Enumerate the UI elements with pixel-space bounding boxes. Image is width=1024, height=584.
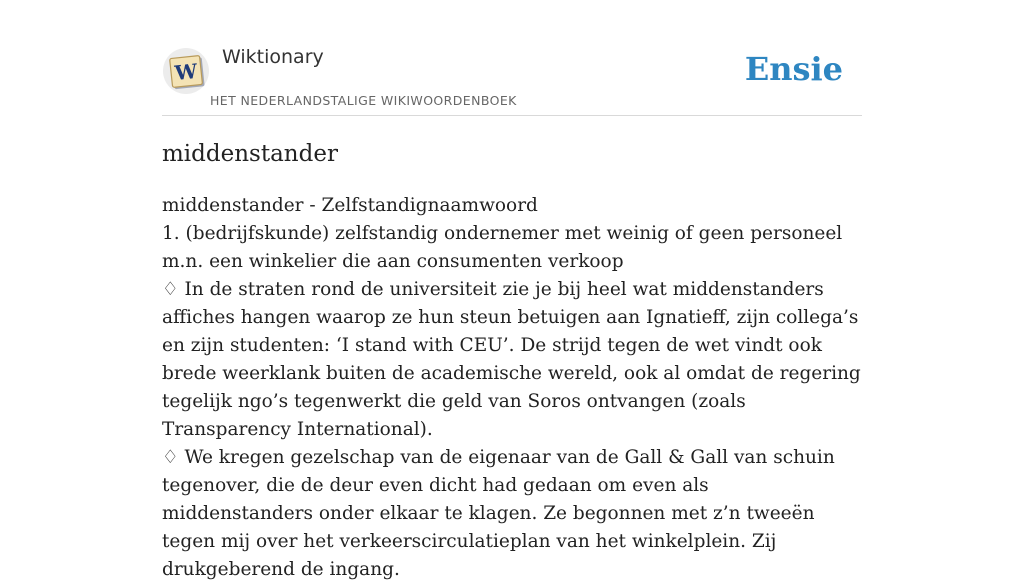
site-subtitle: HET NEDERLANDSTALIGE WIKIWOORDENBOEK (210, 93, 517, 108)
entry-heading: middenstander - Zelfstandignaamwoord (162, 195, 538, 216)
entry-body (162, 192, 862, 584)
example-sentence: ♢ We kregen gezelschap van de eigenaar van de Gall & Gall van schuin tegenover, die de deur even dicht had gedaan om even als middenstanders onder elkaar te klagen. Ze begonnen met z’n tweeën tegen mij over het verkeerscirculatieplan van het winkelplein. Zij drukgeberend de ingang. (162, 447, 835, 580)
page-title: middenstander (162, 141, 338, 167)
site-header (162, 0, 862, 116)
logo-letter: W (173, 58, 199, 86)
example-sentence: ♢ In de straten rond de universiteit zie je bij heel wat middenstanders affiches hangen waarop ze hun steun betuigen aan Ignatieff, zijn collega’s en zijn studenten: ‘I stand with CEU’. De strijd tegen de wet vindt ook brede weerklank buiten de academische wereld, ook al omdat de regering tegelijk ngo’s tegenwerkt die geld van Soros ontvangen (zoals Transparency International). (162, 279, 861, 440)
article (162, 138, 862, 584)
definition: 1. (bedrijfskunde) zelfstandig ondernemer met weinig of geen personeel m.n. een winkelier die aan consumenten verkoop (162, 223, 843, 272)
wiktionary-logo[interactable] (163, 48, 209, 94)
wiktionary-tile-icon (163, 48, 209, 94)
ensie-brand-logo[interactable]: Ensie (744, 50, 843, 88)
site-title[interactable]: Wiktionary (222, 46, 324, 68)
